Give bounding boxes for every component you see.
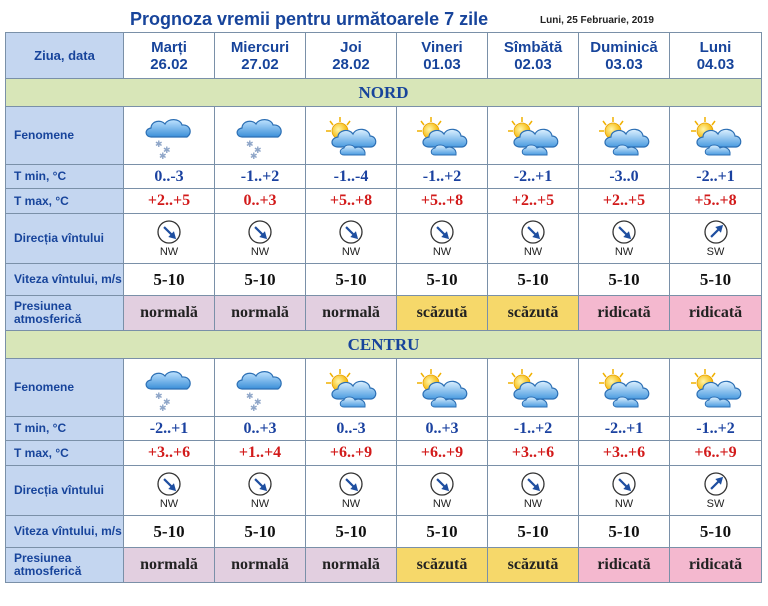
wind-arrow-icon	[338, 219, 364, 245]
region-name: CENTRU	[6, 331, 762, 359]
wind-speed-label: Viteza vîntului, m/s	[6, 264, 124, 296]
wind-direction-value: SW	[706, 246, 725, 258]
sun-cloud-icon	[670, 365, 761, 411]
day-date: 02.03	[514, 55, 552, 73]
tmax-value: +5..+8	[397, 189, 488, 214]
wind-direction-wrap	[306, 471, 396, 510]
day-header-row	[6, 33, 762, 79]
sun-cloud-icon	[670, 113, 761, 159]
fenomene-label: Fenomene	[6, 359, 124, 417]
wind-direction-value: NW	[432, 246, 452, 258]
wind-direction-value: NW	[614, 498, 634, 510]
wind-arrow-icon	[703, 471, 729, 497]
region-row	[6, 79, 762, 107]
tmax-value: +2..+5	[579, 189, 670, 214]
tmin-row	[6, 417, 762, 441]
wind-direction-cell	[306, 214, 397, 264]
svg-text:✱: ✱	[246, 139, 254, 150]
tmax-value: 0..+3	[215, 189, 306, 214]
weather-cell	[397, 359, 488, 417]
wind-direction-wrap	[215, 471, 305, 510]
tmin-label: T min, °C	[6, 165, 124, 189]
svg-text:✱: ✱	[254, 145, 262, 156]
tmax-value: +6..+9	[397, 441, 488, 466]
sun-cloud-icon	[306, 113, 396, 159]
day-date: 28.02	[332, 55, 370, 73]
wind-direction-wrap	[397, 219, 487, 258]
wind-arrow-icon	[611, 219, 637, 245]
sun-cloud-icon	[488, 113, 578, 159]
wind-direction-cell	[215, 214, 306, 264]
svg-text:✱: ✱	[159, 151, 167, 159]
tmin-value: -3..0	[579, 165, 670, 189]
tmin-value: -2..+1	[488, 165, 579, 189]
wind-direction-cell	[488, 466, 579, 516]
weather-cell	[397, 107, 488, 165]
wind-direction-label: Direcția vîntului	[6, 214, 124, 264]
wind-direction-wrap	[215, 219, 305, 258]
wind-direction-cell	[670, 466, 762, 516]
tmin-value: 0..-3	[124, 165, 215, 189]
tmax-value: +5..+8	[306, 189, 397, 214]
wind-direction-value: NW	[159, 498, 179, 510]
cloud-snow-icon	[124, 365, 214, 411]
cloud-snow-icon	[215, 113, 305, 159]
tmin-value: -2..+1	[579, 417, 670, 441]
day-date: 27.02	[241, 55, 279, 73]
pressure-value: scăzută	[488, 296, 579, 331]
svg-text:✱: ✱	[159, 403, 167, 411]
pressure-value: scăzută	[488, 548, 579, 583]
tmax-value: +3..+6	[124, 441, 215, 466]
pressure-value: ridicată	[579, 548, 670, 583]
wind-speed-value: 5-10	[670, 516, 762, 548]
weather-cell	[488, 107, 579, 165]
svg-text:✱: ✱	[163, 397, 171, 408]
sun-cloud-icon	[397, 365, 487, 411]
wind-speed-value: 5-10	[215, 516, 306, 548]
pressure-value: scăzută	[397, 296, 488, 331]
tmin-label: T min, °C	[6, 417, 124, 441]
day-header	[397, 33, 488, 79]
wind-direction-wrap	[306, 219, 396, 258]
wind-speed-value: 5-10	[579, 516, 670, 548]
fenomene-row	[6, 359, 762, 417]
day-header	[670, 33, 762, 79]
wind-direction-wrap	[670, 219, 761, 258]
weather-cell	[124, 107, 215, 165]
wind-direction-cell	[124, 466, 215, 516]
wind-direction-wrap	[488, 471, 578, 510]
day-header	[306, 33, 397, 79]
wind-arrow-icon	[429, 219, 455, 245]
wind-speed-value: 5-10	[579, 264, 670, 296]
wind-speed-value: 5-10	[488, 516, 579, 548]
wind-direction-wrap	[488, 219, 578, 258]
day-date: 26.02	[150, 55, 188, 73]
day-header	[488, 33, 579, 79]
weather-cell	[579, 107, 670, 165]
svg-text:✱: ✱	[163, 145, 171, 156]
day-name: Miercuri	[230, 38, 290, 56]
wind-speed-value: 5-10	[488, 264, 579, 296]
wind-direction-cell	[124, 214, 215, 264]
wind-arrow-icon	[429, 471, 455, 497]
day-date: 01.03	[423, 55, 461, 73]
wind-speed-value: 5-10	[397, 516, 488, 548]
pressure-value: normală	[124, 548, 215, 583]
svg-text:✱: ✱	[246, 391, 254, 402]
wind-speed-value: 5-10	[306, 516, 397, 548]
sun-cloud-icon	[579, 365, 669, 411]
day-date: 04.03	[696, 55, 735, 73]
day-column-label: Ziua, data	[6, 33, 124, 79]
wind-direction-cell	[306, 466, 397, 516]
weather-cell	[306, 107, 397, 165]
tmin-value: -1..+2	[215, 165, 306, 189]
wind-speed-value: 5-10	[670, 264, 762, 296]
wind-arrow-icon	[703, 219, 729, 245]
day-name: Sîmbătă	[503, 38, 563, 56]
weather-cell	[215, 107, 306, 165]
day-name: Vineri	[421, 38, 463, 56]
wind-direction-value: NW	[523, 498, 543, 510]
wind-arrow-icon	[520, 219, 546, 245]
cloud-snow-icon	[124, 113, 214, 159]
svg-text:✱: ✱	[250, 403, 258, 411]
wind-direction-label: Direcția vîntului	[6, 466, 124, 516]
wind-speed-value: 5-10	[124, 264, 215, 296]
fenomene-row	[6, 107, 762, 165]
wind-speed-value: 5-10	[306, 264, 397, 296]
wind-direction-wrap	[579, 471, 669, 510]
tmin-row	[6, 165, 762, 189]
wind-direction-value: NW	[250, 246, 270, 258]
wind-speed-row	[6, 516, 762, 548]
region-row	[6, 331, 762, 359]
tmin-value: -2..+1	[124, 417, 215, 441]
sun-cloud-icon	[306, 365, 396, 411]
tmax-row	[6, 189, 762, 214]
region-name: NORD	[6, 79, 762, 107]
day-header	[215, 33, 306, 79]
tmax-value: +6..+9	[670, 441, 762, 466]
tmin-value: -1..+2	[397, 165, 488, 189]
tmax-value: +3..+6	[488, 441, 579, 466]
pressure-label: Presiunea atmosferică	[6, 296, 124, 331]
svg-text:✱: ✱	[155, 391, 163, 402]
wind-direction-cell	[488, 214, 579, 264]
wind-direction-value: NW	[614, 246, 634, 258]
wind-speed-value: 5-10	[124, 516, 215, 548]
pressure-value: normală	[306, 296, 397, 331]
pressure-row	[6, 296, 762, 331]
wind-speed-label: Viteza vîntului, m/s	[6, 516, 124, 548]
tmax-value: +5..+8	[670, 189, 762, 214]
wind-arrow-icon	[520, 471, 546, 497]
pressure-row	[6, 548, 762, 583]
wind-speed-value: 5-10	[215, 264, 306, 296]
svg-text:✱: ✱	[155, 139, 163, 150]
sun-cloud-icon	[397, 113, 487, 159]
day-header	[579, 33, 670, 79]
sun-cloud-icon	[488, 365, 578, 411]
wind-direction-cell	[579, 214, 670, 264]
tmax-value: +3..+6	[579, 441, 670, 466]
pressure-value: normală	[215, 548, 306, 583]
wind-direction-wrap	[124, 219, 214, 258]
wind-arrow-icon	[611, 471, 637, 497]
tmin-value: 0..+3	[215, 417, 306, 441]
pressure-value: ridicată	[579, 296, 670, 331]
wind-arrow-icon	[247, 219, 273, 245]
tmax-label: T max, °C	[6, 189, 124, 214]
wind-direction-cell	[215, 466, 306, 516]
wind-direction-row	[6, 214, 762, 264]
pressure-value: normală	[306, 548, 397, 583]
wind-direction-cell	[397, 466, 488, 516]
tmax-value: +2..+5	[488, 189, 579, 214]
wind-direction-cell	[397, 214, 488, 264]
pressure-value: normală	[215, 296, 306, 331]
wind-arrow-icon	[156, 219, 182, 245]
pressure-value: scăzută	[397, 548, 488, 583]
day-date: 03.03	[605, 55, 643, 73]
tmin-value: -1..-4	[306, 165, 397, 189]
wind-direction-cell	[579, 466, 670, 516]
svg-text:✱: ✱	[254, 397, 262, 408]
tmax-label: T max, °C	[6, 441, 124, 466]
forecast-table	[5, 32, 762, 583]
cloud-snow-icon	[215, 365, 305, 411]
pressure-label: Presiunea atmosferică	[6, 548, 124, 583]
wind-direction-row	[6, 466, 762, 516]
day-name: Duminică	[590, 38, 658, 56]
weather-cell	[215, 359, 306, 417]
wind-speed-value: 5-10	[397, 264, 488, 296]
day-header	[124, 33, 215, 79]
wind-direction-value: SW	[706, 498, 725, 510]
wind-speed-row	[6, 264, 762, 296]
wind-direction-value: NW	[432, 498, 452, 510]
title-bar	[0, 0, 768, 32]
wind-direction-value: NW	[250, 498, 270, 510]
wind-arrow-icon	[338, 471, 364, 497]
weather-cell	[670, 107, 762, 165]
wind-direction-wrap	[670, 471, 761, 510]
svg-text:✱: ✱	[250, 151, 258, 159]
pressure-value: normală	[124, 296, 215, 331]
wind-arrow-icon	[156, 471, 182, 497]
day-name: Joi	[340, 38, 362, 56]
wind-direction-value: NW	[341, 498, 361, 510]
tmax-value: +2..+5	[124, 189, 215, 214]
tmin-value: -2..+1	[670, 165, 762, 189]
weather-cell	[306, 359, 397, 417]
weather-cell	[124, 359, 215, 417]
weather-cell	[579, 359, 670, 417]
fenomene-label: Fenomene	[6, 107, 124, 165]
day-name: Marți	[151, 38, 187, 56]
wind-direction-value: NW	[523, 246, 543, 258]
forecast-date: Luni, 25 Februarie, 2019	[540, 15, 654, 26]
tmin-value: -1..+2	[670, 417, 762, 441]
tmax-value: +1..+4	[215, 441, 306, 466]
page-title: Prognoza vremii pentru următoarele 7 zile	[130, 9, 489, 29]
weather-cell	[488, 359, 579, 417]
weather-cell	[670, 359, 762, 417]
tmin-value: -1..+2	[488, 417, 579, 441]
wind-direction-cell	[670, 214, 762, 264]
wind-direction-wrap	[579, 219, 669, 258]
tmin-value: 0..+3	[397, 417, 488, 441]
tmax-row	[6, 441, 762, 466]
wind-direction-value: NW	[159, 246, 179, 258]
wind-arrow-icon	[247, 471, 273, 497]
tmin-value: 0..-3	[306, 417, 397, 441]
sun-cloud-icon	[579, 113, 669, 159]
pressure-value: ridicată	[670, 296, 762, 331]
pressure-value: ridicată	[670, 548, 762, 583]
day-name: Luni	[699, 38, 732, 56]
tmax-value: +6..+9	[306, 441, 397, 466]
wind-direction-value: NW	[341, 246, 361, 258]
wind-direction-wrap	[124, 471, 214, 510]
wind-direction-wrap	[397, 471, 487, 510]
